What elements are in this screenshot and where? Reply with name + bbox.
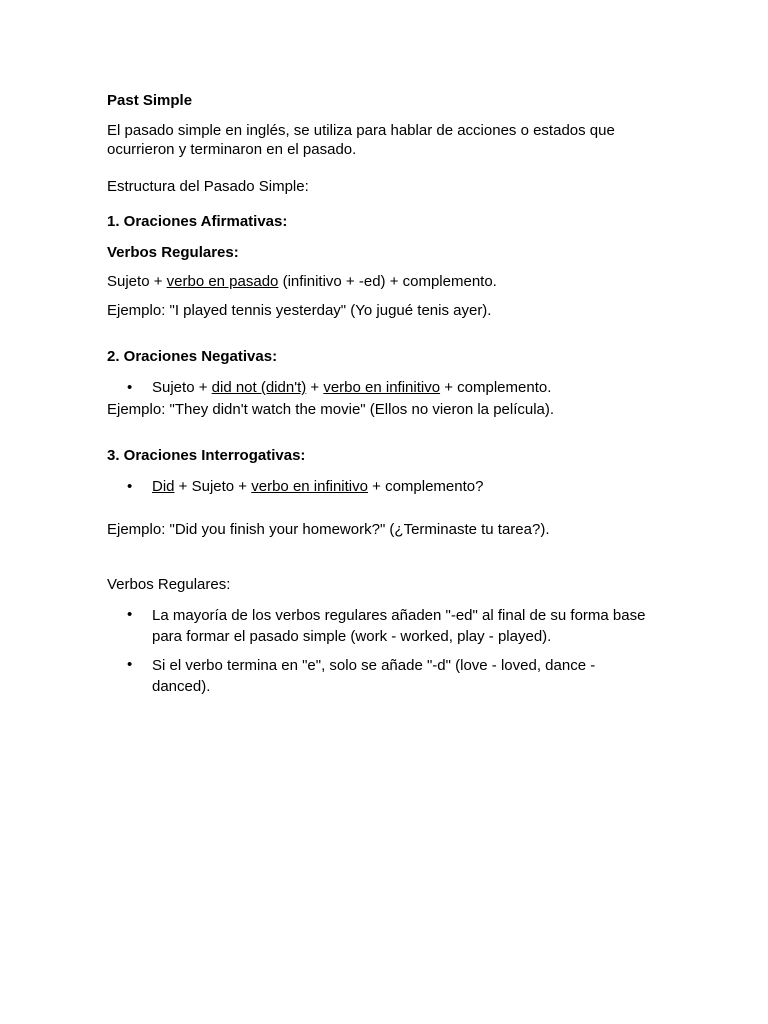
interrogative-formula [152,477,662,496]
regular-verbs-item-text: La mayoría de los verbos regulares añaden "-ed" al final de su forma base para formar el pasado simple (work - worked, play - played). [152,607,646,645]
formula-text: + complemento. [440,379,552,396]
bullet-icon: • [127,478,133,495]
bullet-icon: • [127,656,133,673]
regular-verbs-heading: Verbos Regulares: [107,576,231,593]
formula-text: + Sujeto + [174,478,252,495]
document-title: Past Simple [107,92,193,109]
interrogative-example: Ejemplo: "Did you finish your homework?" (¿Terminaste tu tarea?). [107,521,550,538]
bullet-icon: • [127,379,133,396]
formula-text: (infinitivo + -ed) + complemento. [278,273,497,290]
formula-underlined-term: verbo en infinitivo [323,379,441,396]
formula-underlined-term: verbo en pasado [166,273,279,290]
negative-formula [152,378,662,397]
affirmative-heading: 1. Oraciones Afirmativas: [107,213,288,230]
formula-text: + complemento? [367,478,484,495]
negative-example: Ejemplo: "They didn't watch the movie" (Ellos no vieron la película). [107,401,555,418]
affirmative-formula [107,272,497,291]
affirmative-subheading: Verbos Regulares: [107,244,239,261]
bullet-icon: • [127,606,133,623]
intro-line-1: El pasado simple en inglés, se utiliza para hablar de acciones o estados que [107,122,615,139]
formula-text: Sujeto + [107,273,167,290]
formula-underlined-term: verbo en infinitivo [251,478,368,495]
negative-heading: 2. Oraciones Negativas: [107,348,278,365]
formula-text: Sujeto + [152,379,212,396]
structure-heading: Estructura del Pasado Simple: [107,178,309,195]
intro-line-2: ocurrieron y terminaron en el pasado. [107,141,357,158]
regular-verbs-item-text: Si el verbo termina en "e", solo se añade "-d" (love - loved, dance - danced). [152,657,596,695]
formula-text: + [306,379,324,396]
formula-underlined-term: did not (didn't) [211,379,307,396]
formula-underlined-term: Did [152,478,175,495]
affirmative-example: Ejemplo: "I played tennis yesterday" (Yo jugué tenis ayer). [107,302,492,319]
interrogative-heading: 3. Oraciones Interrogativas: [107,447,306,464]
